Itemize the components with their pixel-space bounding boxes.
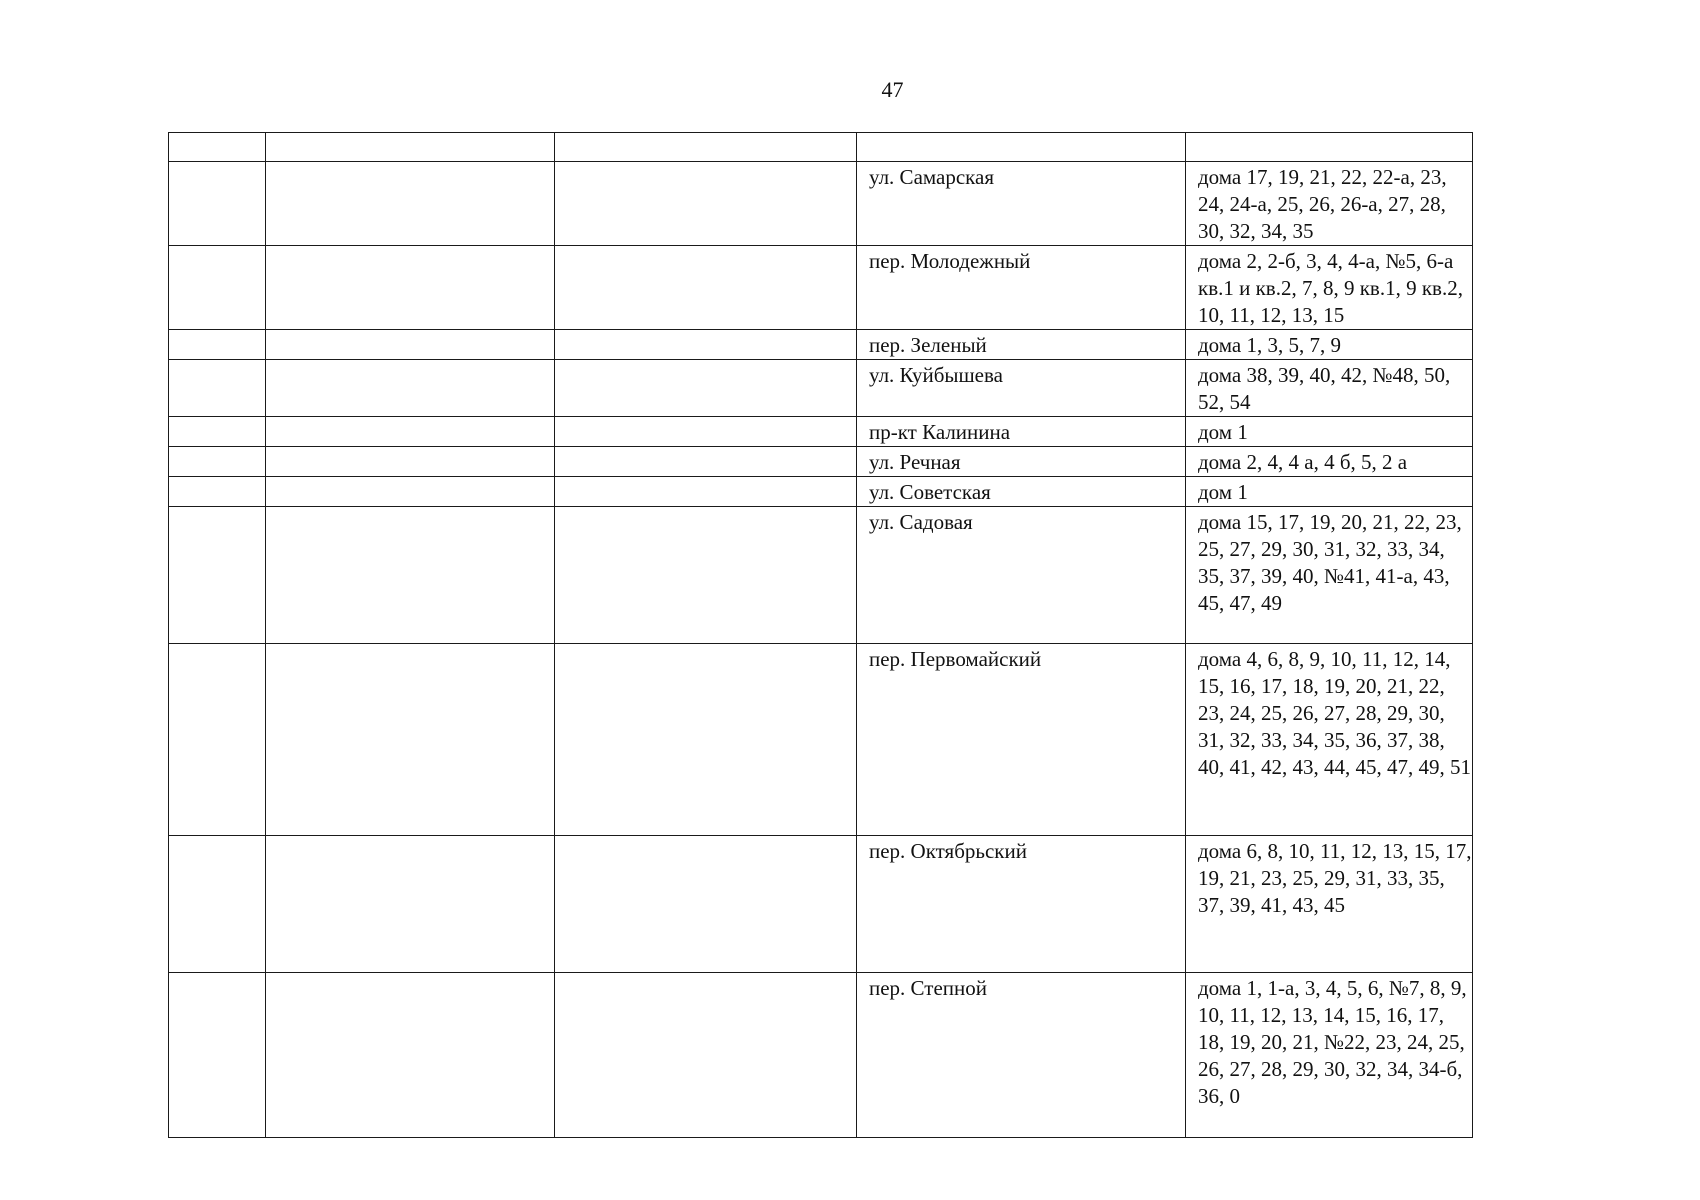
addresses-cell: дома 1, 3, 5, 7, 9 [1186, 330, 1473, 360]
table-row [169, 330, 1473, 360]
street-cell: ул. Самарская [857, 162, 1186, 246]
street-cell: ул. Куйбышева [857, 360, 1186, 417]
table-row [169, 644, 1473, 836]
street-cell: ул. Советская [857, 477, 1186, 507]
street-cell: пер. Молодежный [857, 246, 1186, 330]
table-row [169, 360, 1473, 417]
addresses-cell: дома 17, 19, 21, 22, 22-а, 23, 24, 24-а, 25, 26, 26-а, 27, 28, 30, 32, 34, 35 [1186, 162, 1473, 246]
table-row [169, 447, 1473, 477]
table-row [169, 836, 1473, 973]
street-cell: пер. Зеленый [857, 330, 1186, 360]
table-row [169, 507, 1473, 644]
addresses-cell [1186, 133, 1473, 162]
addresses-cell: дома 2, 4, 4 а, 4 б, 5, 2 а [1186, 447, 1473, 477]
street-cell: пер. Степной [857, 973, 1186, 1138]
addresses-cell: дома 6, 8, 10, 11, 12, 13, 15, 17, 19, 21, 23, 25, 29, 31, 33, 35, 37, 39, 41, 43, 45 [1186, 836, 1473, 973]
street-cell: ул. Садовая [857, 507, 1186, 644]
table-row [169, 246, 1473, 330]
addresses-cell: дома 1, 1-а, 3, 4, 5, 6, №7, 8, 9, 10, 11, 12, 13, 14, 15, 16, 17, 18, 19, 20, 21, №22, 23, 24, 25, 26, 27, 28, 29, 30, 32, 34, 34-б, 36, 0 [1186, 973, 1473, 1138]
street-cell: пер. Первомайский [857, 644, 1186, 836]
addresses-cell: дом 1 [1186, 477, 1473, 507]
addresses-cell: дома 2, 2-б, 3, 4, 4-а, №5, 6-а кв.1 и кв.2, 7, 8, 9 кв.1, 9 кв.2, 10, 11, 12, 13, 15 [1186, 246, 1473, 330]
table-row [169, 417, 1473, 447]
table-row [169, 477, 1473, 507]
page-number: 47 [881, 77, 904, 102]
table-row [169, 162, 1473, 246]
addresses-cell: дом 1 [1186, 417, 1473, 447]
addresses-cell: дома 4, 6, 8, 9, 10, 11, 12, 14, 15, 16, 17, 18, 19, 20, 21, 22, 23, 24, 25, 26, 27, 28, 29, 30, 31, 32, 33, 34, 35, 36, 37, 38, 40, 41, 42, 43, 44, 45, 47, 49, 51 [1186, 644, 1473, 836]
street-cell [857, 133, 1186, 162]
address-table [168, 132, 1473, 1138]
table-row [169, 133, 1473, 162]
addresses-cell: дома 38, 39, 40, 42, №48, 50, 52, 54 [1186, 360, 1473, 417]
addresses-cell: дома 15, 17, 19, 20, 21, 22, 23, 25, 27, 29, 30, 31, 32, 33, 34, 35, 37, 39, 40, №41, 41-а, 43, 45, 47, 49 [1186, 507, 1473, 644]
street-cell: ул. Речная [857, 447, 1186, 477]
table-row [169, 973, 1473, 1138]
street-cell: пер. Октябрьский [857, 836, 1186, 973]
street-cell: пр-кт Калинина [857, 417, 1186, 447]
